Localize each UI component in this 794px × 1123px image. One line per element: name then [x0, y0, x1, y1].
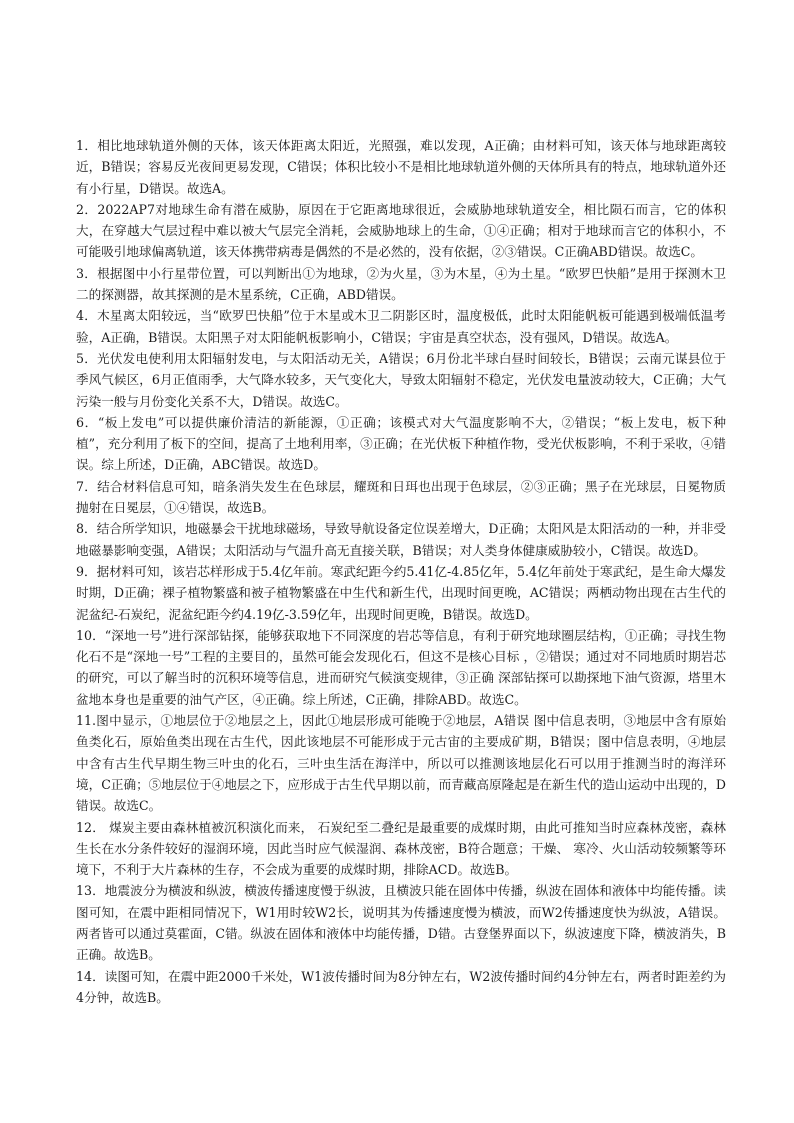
- answer-paragraph-11: 11.图中显示，①地层位于②地层之上，因此①地层形成可能晚于②地层，A错误 图中信息表明，③地层中含有原始鱼类化石，原始鱼类出现在古生代，因此该地层不可能形成于元古宙的主要成矿期，B错误；图中信息表明，④地层中含有古生代早期生物三叶虫的化石，三叶虫生活在海洋中，所以可以推测该地层化石可以用于推测当时的海洋环境，C正确；⑤地层位于④地层之下，应形成于古生代早期以前，而青藏高原隆起是在新生代的造山运动中出现的，D错误。故选C。: [76, 713, 726, 814]
- answer-paragraph-12: 12． 煤炭主要由森林植被沉积演化而来， 石炭纪至二叠纪是最重要的成煤时期，由此可推知当时应森林茂密，森林生长在水分条件较好的湿润环境，因此当时应气候湿润、森林茂密，B符合题意；干燥、 寒冷、火山活动较频繁等环境下，不利于大片森林的生存，不会成为重要的成煤时期，排除ACD。故选B。: [76, 819, 726, 878]
- answer-paragraph-5: 5．光伏发电使利用太阳辐射发电，与太阳活动无关，A错误；6月份北半球白昼时间较长，B错误；云南元谋县位于季风气候区，6月正值雨季，大气降水较多，天气变化大，导致太阳辐射不稳定，光伏发电量波动较大，C正确；大气污染一般与月份变化关系不大，D错误。故选C。: [76, 350, 726, 409]
- answer-paragraph-10: 10．“深地一号”进行深部钻探，能够获取地下不同深度的岩芯等信息，有利于研究地球圈层结构，①正确；寻找生物化石不是“深地一号”工程的主要目的，虽然可能会发现化石，但这不是核心目标 ，②错误；通过对不同地质时期岩芯的研究，可以了解当时的沉积环境等信息，进而研究气候演变规律，③正确 深部钻探可以勘探地下油气资源，塔里木盆地本身也是重要的油气产区，④正确。综上所述，C正确，排除ABD。故选C。: [76, 627, 726, 707]
- answer-paragraph-13: 13．地震波分为横波和纵波，横波传播速度慢于纵波，且横波只能在固体中传播，纵波在固体和液体中均能传播。读图可知，在震中距相同情况下，W1用时较W2长，说明其为传播速度慢为横波，而W2传播速度快为纵波，A错误。两者皆可以通过莫霍面，C错。纵波在固体和液体中均能传播，D错。古登堡界面以下，纵波速度下降，横波消失，B正确。故选B。: [76, 883, 726, 963]
- answer-sheet: [76, 135, 726, 1008]
- answer-paragraph-6: 6．“板上发电”可以提供廉价清洁的新能源，①正确；该模式对大气温度影响不大，②错误；“板上发电，板下种植”，充分利用了板下的空间，提高了土地利用率，③正确；在光伏板下种植作物，受光伏板影响，不利于采收，④错误。综上所述，D正确，ABC错误。故选D。: [76, 414, 726, 473]
- answer-paragraph-1: 1．相比地球轨道外侧的天体，该天体距离太阳近，光照强，难以发现，A正确；由材料可知，该天体与地球距离较近，B错误；容易反光夜间更易发现，C错误；体积比较小不是相比地球轨道外侧的天体所具有的特点，地球轨道外还有小行星，D错误。故选A。: [76, 138, 726, 196]
- answer-paragraph-4: 4．木星离太阳较远，当“欧罗巴快船”位于木星或木卫二阴影区时，温度极低，此时太阳能帆板可能遇到极端低温考验，A正确，B错误。太阳黑子对太阳能帆板影响小，C错误；宇宙是真空状态，没有强风，D错误。故选A。: [76, 308, 726, 345]
- answer-paragraph-8: 8．结合所学知识，地磁暴会干扰地球磁场，导致导航设备定位误差增大，D正确；太阳风是太阳活动的一种，并非受地磁暴影响变强，A错误；太阳活动与气温升高无直接关联，B错误；对人类身体健康威胁较小，C错误。故选D。: [76, 521, 726, 558]
- answer-paragraph-9: 9．据材料可知，该岩芯样形成于5.4亿年前。寒武纪距今约5.41亿-4.85亿年，5.4亿年前处于寒武纪，是生命大爆发时期，D正确；裸子植物繁盛和被子植物繁盛在中生代和新生代，出现时间更晚，AC错误；两栖动物出现在古生代的泥盆纪-石炭纪，泥盆纪距今约4.19亿-3.59亿年，出现时间更晚，B错误。故选D。: [76, 563, 726, 622]
- answer-paragraph-2: 2．2022AP7对地球生命有潜在威胁，原因在于它距离地球很近，会威胁地球轨道安全，相比陨石而言，它的体积大，在穿越大气层过程中难以被大气层完全消耗，会威胁地球上的生命，①④正确；相对于地球而言它的体积小，不可能吸引地球偏离轨道，该天体携带病毒是偶然的不是必然的，没有依据，②③错误。C正确ABD错误。故选C。: [76, 201, 726, 260]
- answer-paragraph-7: 7．结合材料信息可知，暗条消失发生在色球层，耀斑和日珥也出现于色球层，②③正确；黑子在光球层，日冕物质抛射在日冕层，①④错误，故选B。: [76, 478, 726, 516]
- answer-paragraph-3: 3．根据图中小行星带位置，可以判断出①为地球，②为火星，③为木星，④为土星。“欧罗巴快船”是用于探测木卫二的探测器，故其探测的是木星系统，C正确，ABD错误。: [76, 265, 726, 303]
- answer-paragraph-14: 14．读图可知，在震中距2000千米处，W1波传播时间为8分钟左右，W2波传播时间约4分钟左右，两者时距差约为4分钟，故选B。: [76, 968, 726, 1005]
